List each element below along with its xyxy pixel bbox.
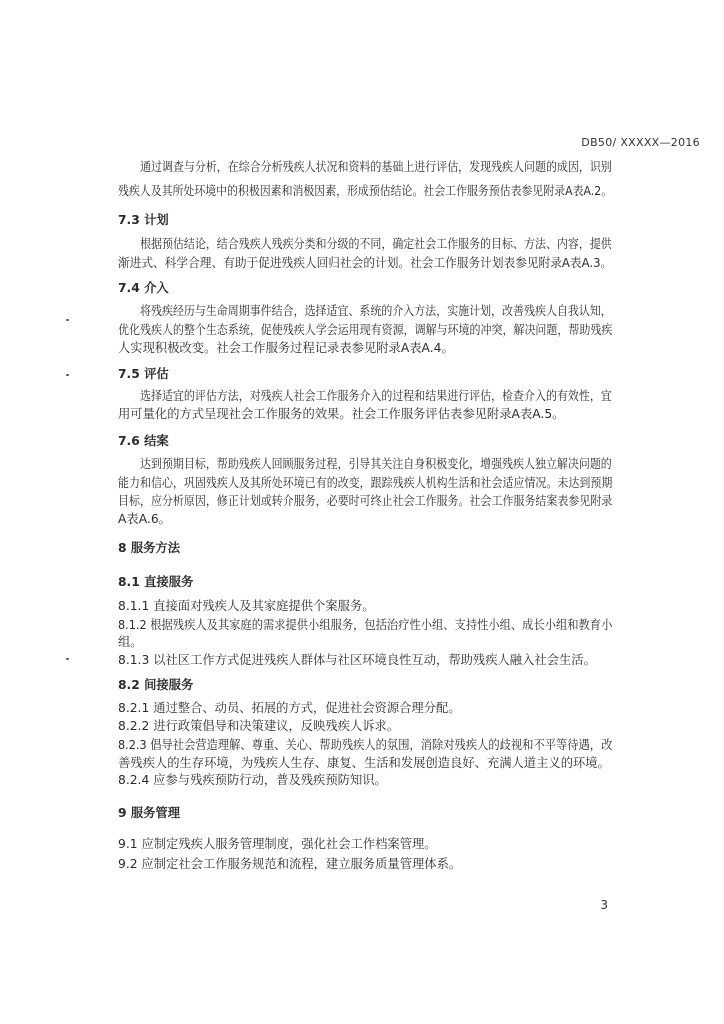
scan-speck bbox=[66, 374, 69, 376]
document-code: DB50/ XXXXX—2016 bbox=[581, 136, 700, 149]
body-line: 人实现积极改变。社会工作服务过程记录表参见附录A表A.4。 bbox=[118, 341, 454, 355]
section-heading: 7.3 计划 bbox=[118, 213, 169, 227]
body-line: 通过调查与分析，在综合分析残疾人状况和资料的基础上进行评估，发现残疾人问题的成因，识别 bbox=[140, 160, 612, 174]
section-heading: 7.6 结案 bbox=[118, 434, 169, 448]
section-heading: 8.1 直接服务 bbox=[118, 575, 194, 589]
clause-line: 8.1.3 以社区工作方式促进残疾人群体与社区环境良性互动，帮助残疾人融入社会生活。 bbox=[118, 653, 596, 667]
chapter-heading: 9 服务管理 bbox=[118, 806, 181, 820]
body-line: 将残疾经历与生命周期事件结合，选择适宜、系统的介入方法，实施计划，改善残疾人自我认知， bbox=[140, 304, 612, 318]
chapter-heading: 8 服务方法 bbox=[118, 541, 181, 555]
clause-line: 9.1 应制定残疾人服务管理制度，强化社会工作档案管理。 bbox=[118, 837, 437, 851]
body-line: A表A.6。 bbox=[118, 512, 171, 526]
clause-line: 8.2.3 倡导社会营造理解、尊重、关心、帮助残疾人的氛围，消除对残疾人的歧视和不平等待遇，改 bbox=[118, 738, 613, 752]
clause-line: 8.2.4 应参与残疾预防行动，普及残疾预防知识。 bbox=[118, 773, 387, 787]
section-heading: 7.4 介入 bbox=[118, 281, 169, 295]
page-number: 3 bbox=[600, 898, 608, 912]
body-line: 残疾人及其所处环境中的积极因素和消极因素，形成预估结论。社会工作服务预估表参见附录A表A.2。 bbox=[118, 184, 613, 198]
body-line: 渐进式、科学合理、有助于促进残疾人回归社会的计划。社会工作服务计划表参见附录A表A.3。 bbox=[118, 256, 613, 270]
scan-speck bbox=[66, 658, 69, 660]
body-line: 选择适宜的评估方法，对残疾人社会工作服务介入的过程和结果进行评估，检查介入的有效性，宜 bbox=[140, 389, 612, 403]
clause-line: 9.2 应制定社会工作服务规范和流程，建立服务质量管理体系。 bbox=[118, 857, 462, 871]
scan-speck bbox=[66, 319, 69, 321]
clause-line: 善残疾人的生存环境，为残疾人生存、康复、生活和发展创造良好、充满人道主义的环境。 bbox=[118, 756, 610, 770]
body-line: 用可量化的方式呈现社会工作服务的效果。社会工作服务评估表参见附录A表A.5。 bbox=[118, 407, 565, 421]
body-line: 目标，应分析原因，修正计划或转介服务，必要时可终止社会工作服务。社会工作服务结案表参见附录 bbox=[118, 494, 613, 508]
body-line: 根据预估结论，结合残疾人残疾分类和分级的不同，确定社会工作服务的目标、方法、内容，提供 bbox=[140, 237, 612, 251]
clause-line: 8.2.2 进行政策倡导和决策建议，反映残疾人诉求。 bbox=[118, 719, 400, 733]
clause-line: 8.1.1 直接面对残疾人及其家庭提供个案服务。 bbox=[118, 599, 375, 613]
clause-line: 8.1.2 根据残疾人及其家庭的需求提供小组服务，包括治疗性小组、支持性小组、成长小组和教育小 bbox=[118, 618, 613, 632]
body-line: 达到预期目标，帮助残疾人回顾服务过程，引导其关注自身积极变化，增强残疾人独立解决问题的 bbox=[140, 457, 612, 471]
section-heading: 8.2 间接服务 bbox=[118, 678, 194, 692]
body-line: 能力和信心，巩固残疾人及其所处环境已有的改变，跟踪残疾人机构生活和社会适应情况。未达到预期 bbox=[118, 476, 613, 490]
clause-line: 组。 bbox=[118, 635, 143, 649]
clause-line: 8.2.1 通过整合、动员、拓展的方式，促进社会资源合理分配。 bbox=[118, 701, 461, 715]
section-heading: 7.5 评估 bbox=[118, 367, 169, 381]
body-line: 优化残疾人的整个生态系统，促使残疾人学会运用现有资源，调解与环境的冲突，解决问题，帮助残疾 bbox=[118, 323, 613, 337]
